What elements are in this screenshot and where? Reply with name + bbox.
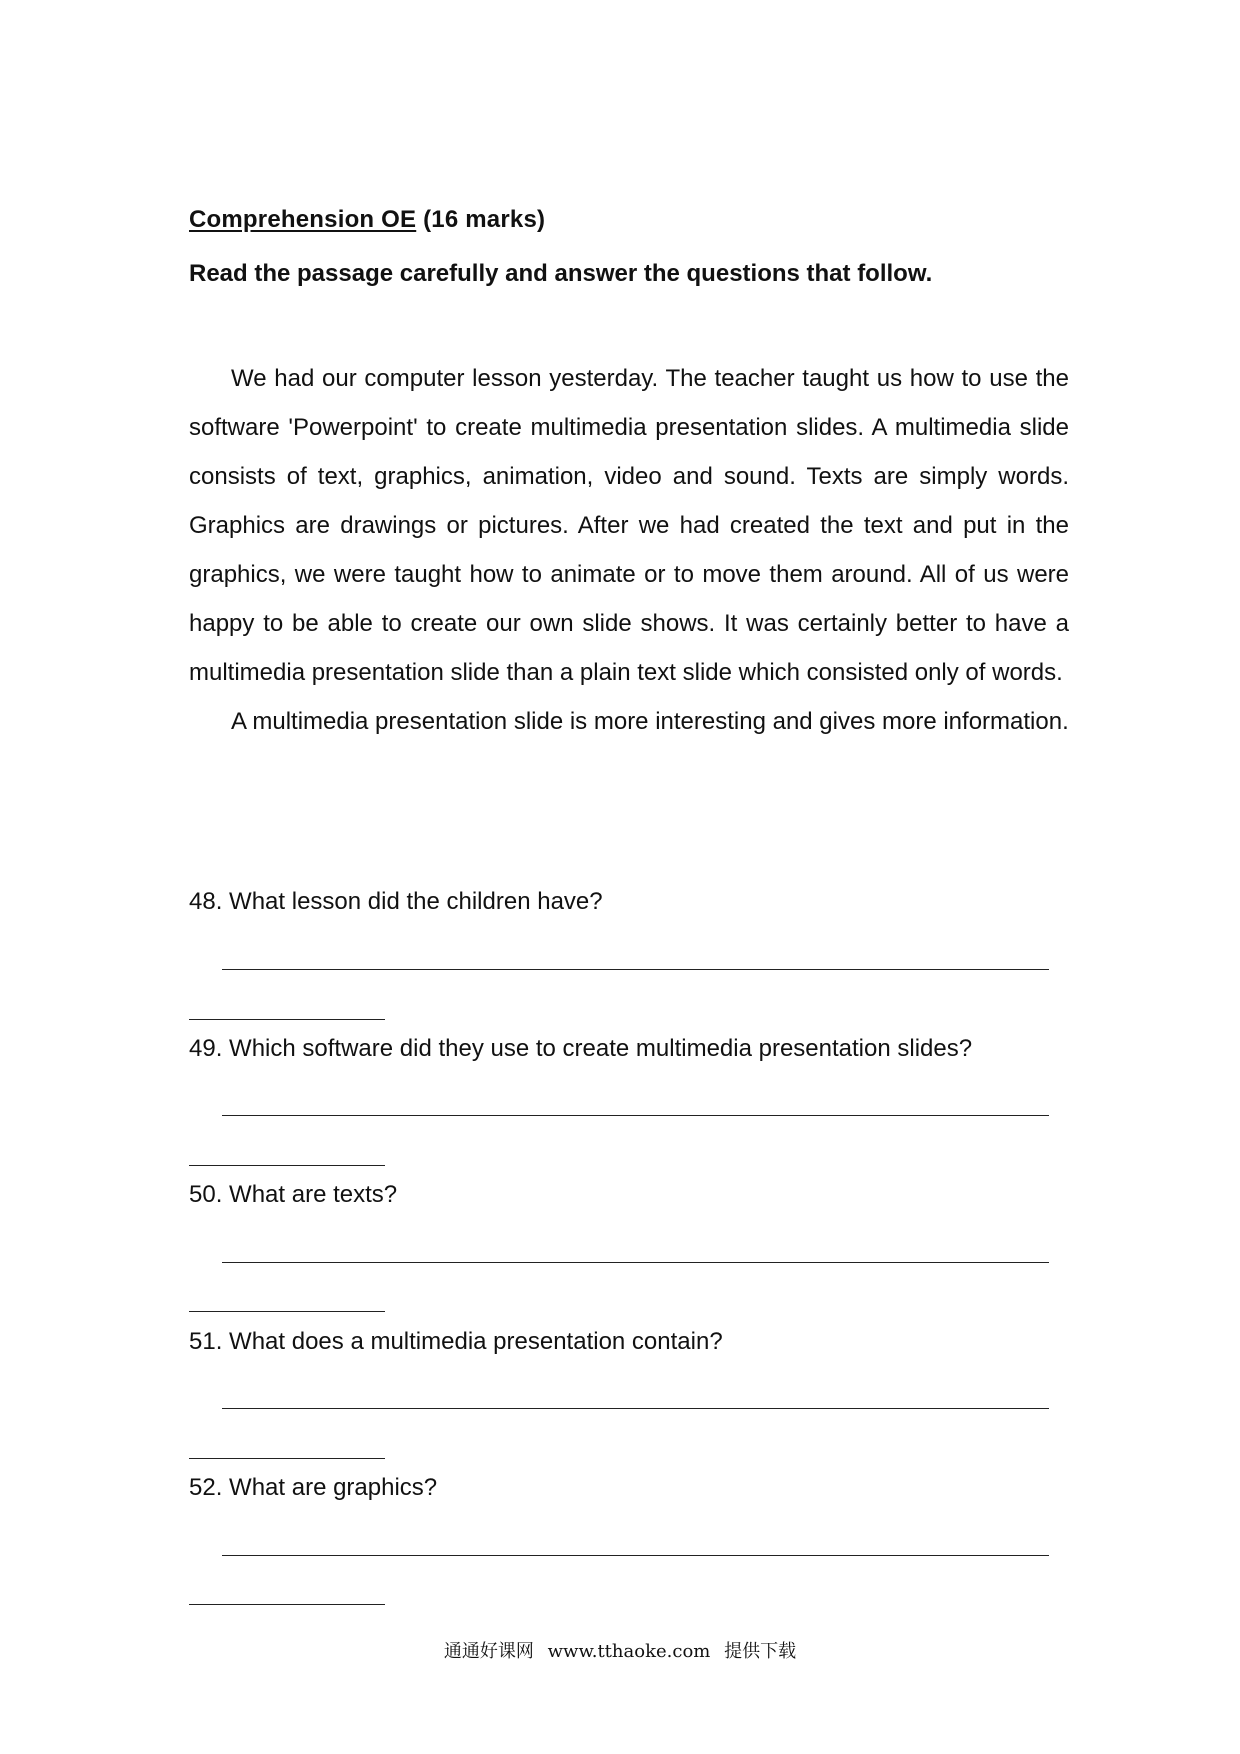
question-50 [189,1181,397,1209]
answer-line-48b[interactable] [189,1019,385,1020]
question-text: What lesson did the children have? [229,888,603,915]
answer-line-49b[interactable] [189,1165,385,1166]
question-number: 50. [189,1181,223,1208]
answer-line-52a[interactable] [222,1555,1049,1556]
question-text: What are graphics? [229,1474,438,1501]
answer-line-51b[interactable] [189,1458,385,1459]
answer-line-50b[interactable] [189,1311,385,1312]
answer-line-49a[interactable] [222,1115,1049,1116]
question-number: 51. [189,1328,223,1355]
passage-paragraph-2: A multimedia presentation slide is more interesting and gives more information. [231,708,1069,735]
question-number: 52. [189,1474,223,1501]
question-48 [189,888,603,916]
passage-paragraph-1: We had our computer lesson yesterday. The teacher taught us how to use the software 'Powerpoint' to create multimedia presentation slides. A multimedia slide consists of text, graphics, animation, video and sound. Texts are simply words. Graphics are drawings or pictures. After we had created the text and put in the graphics, we were taught how to animate or to move them around. All of us were happy to be able to create our own slide shows. It was certainly better to have a multimedia presentation slide than a plain text slide which consisted only of words. [189,365,1069,686]
question-text: What are texts? [229,1181,398,1208]
answer-line-52b[interactable] [189,1604,385,1605]
question-text: What does a multimedia presentation contain? [229,1328,723,1355]
answer-line-48a[interactable] [222,969,1049,970]
page-footer: 通通好课网 www.tthaoke.com 提供下载 [443,1641,797,1662]
section-title: Comprehension OE [189,206,417,233]
question-number: 48. [189,888,223,915]
question-49 [189,1035,972,1063]
question-51 [189,1328,723,1356]
answer-line-51a[interactable] [222,1408,1049,1409]
answer-line-50a[interactable] [222,1262,1049,1263]
reading-passage [189,354,1069,746]
instruction-text: Read the passage carefully and answer the questions that follow. [189,260,933,287]
section-heading [189,206,545,234]
section-marks: (16 marks) [423,206,546,233]
question-number: 49. [189,1035,223,1062]
question-52 [189,1474,437,1502]
question-text: Which software did they use to create multimedia presentation slides? [229,1035,973,1062]
